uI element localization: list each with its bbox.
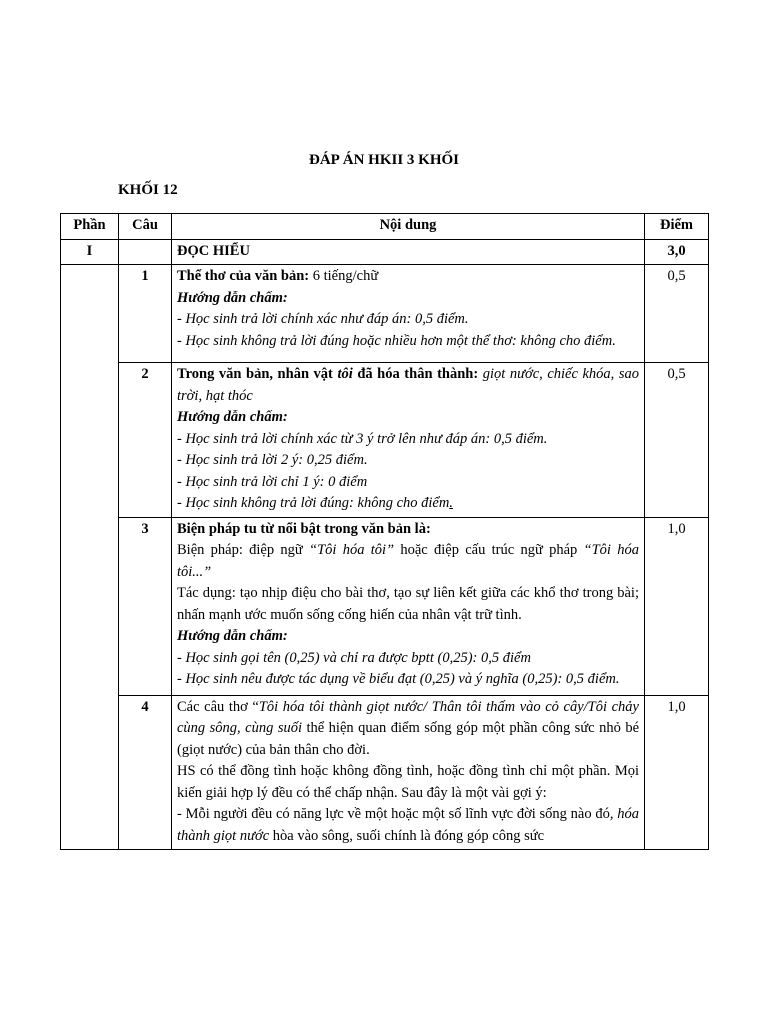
section-row — [61, 239, 709, 265]
question-score: 1,0 — [645, 517, 709, 695]
table-row — [61, 517, 709, 695]
header-content: Nội dung — [172, 214, 645, 240]
section-score: 3,0 — [645, 239, 709, 265]
question-content: Các câu thơ “Tôi hóa tôi thành giọt nước/ Thân tôi thấm vào cỏ cây/Tôi chảy cùng sông, cùng suối thể hiện quan điểm sống góp một phần công sức nhỏ bé (giọt nước) của bản thân cho đời. HS có thể đồng tình hoặc không đồng tình, hoặc đồng tình chỉ một phần. Mọi kiến giải hợp lý đều có thể chấp nhận. Sau đây là một vài gợi ý: - Mỗi người đều có năng lực về một hoặc một số lĩnh vực đời sống nào đó, hóa thành giọt nước hòa vào sông, suối chính là đóng góp công sức — [172, 695, 645, 850]
grade-heading: KHỐI 12 — [118, 182, 178, 198]
question-content: Trong văn bản, nhân vật tôi đã hóa thân thành: giọt nước, chiếc khóa, sao trời, hạt thóc Hướng dẫn chấm: - Học sinh trả lời chính xác từ 3 ý trở lên như đáp án: 0,5 điểm. - Học sinh trả lời 2 ý: 0,25 điểm. - Học sinh trả lời chỉ 1 ý: 0 điểm - Học sinh không trả lời đúng: không cho điểm. — [172, 363, 645, 518]
header-question: Câu — [119, 214, 172, 240]
part-cell — [61, 265, 119, 850]
section-label: ĐỌC HIỂU — [172, 239, 645, 265]
question-number: 3 — [119, 517, 172, 695]
question-content: Biện pháp tu từ nổi bật trong văn bản là: Biện pháp: điệp ngữ “Tôi hóa tôi” hoặc điệp cấu trúc ngữ pháp “Tôi hóa tôi...” Tác dụng: tạo nhịp điệu cho bài thơ, tạo sự liên kết giữa các khổ thơ trong bài; nhấn mạnh ước muốn sống cống hiến của nhân vật trữ tình. Hướng dẫn chấm: - Học sinh gọi tên (0,25) và chỉ ra được bptt (0,25): 0,5 điểm - Học sinh nêu được tác dụng về biểu đạt (0,25) và ý nghĩa (0,25): 0,5 điểm. — [172, 517, 645, 695]
question-content: Thể thơ của văn bản: 6 tiếng/chữ Hướng dẫn chấm: - Học sinh trả lời chính xác như đáp án: 0,5 điểm. - Học sinh không trả lời đúng hoặc nhiều hơn một thể thơ: không cho điểm. — [172, 265, 645, 363]
question-score: 1,0 — [645, 695, 709, 850]
table-row — [61, 363, 709, 518]
header-part: Phần — [61, 214, 119, 240]
header-score: Điểm — [645, 214, 709, 240]
table-row — [61, 695, 709, 850]
answer-table — [60, 213, 709, 850]
section-part: I — [61, 239, 119, 265]
document-title: ĐÁP ÁN HKII 3 KHỐI — [308, 152, 459, 168]
table-row — [61, 265, 709, 363]
question-number: 2 — [119, 363, 172, 518]
question-score: 0,5 — [645, 363, 709, 518]
question-number: 1 — [119, 265, 172, 363]
question-score: 0,5 — [645, 265, 709, 363]
table-header-row — [61, 214, 709, 240]
question-number: 4 — [119, 695, 172, 850]
